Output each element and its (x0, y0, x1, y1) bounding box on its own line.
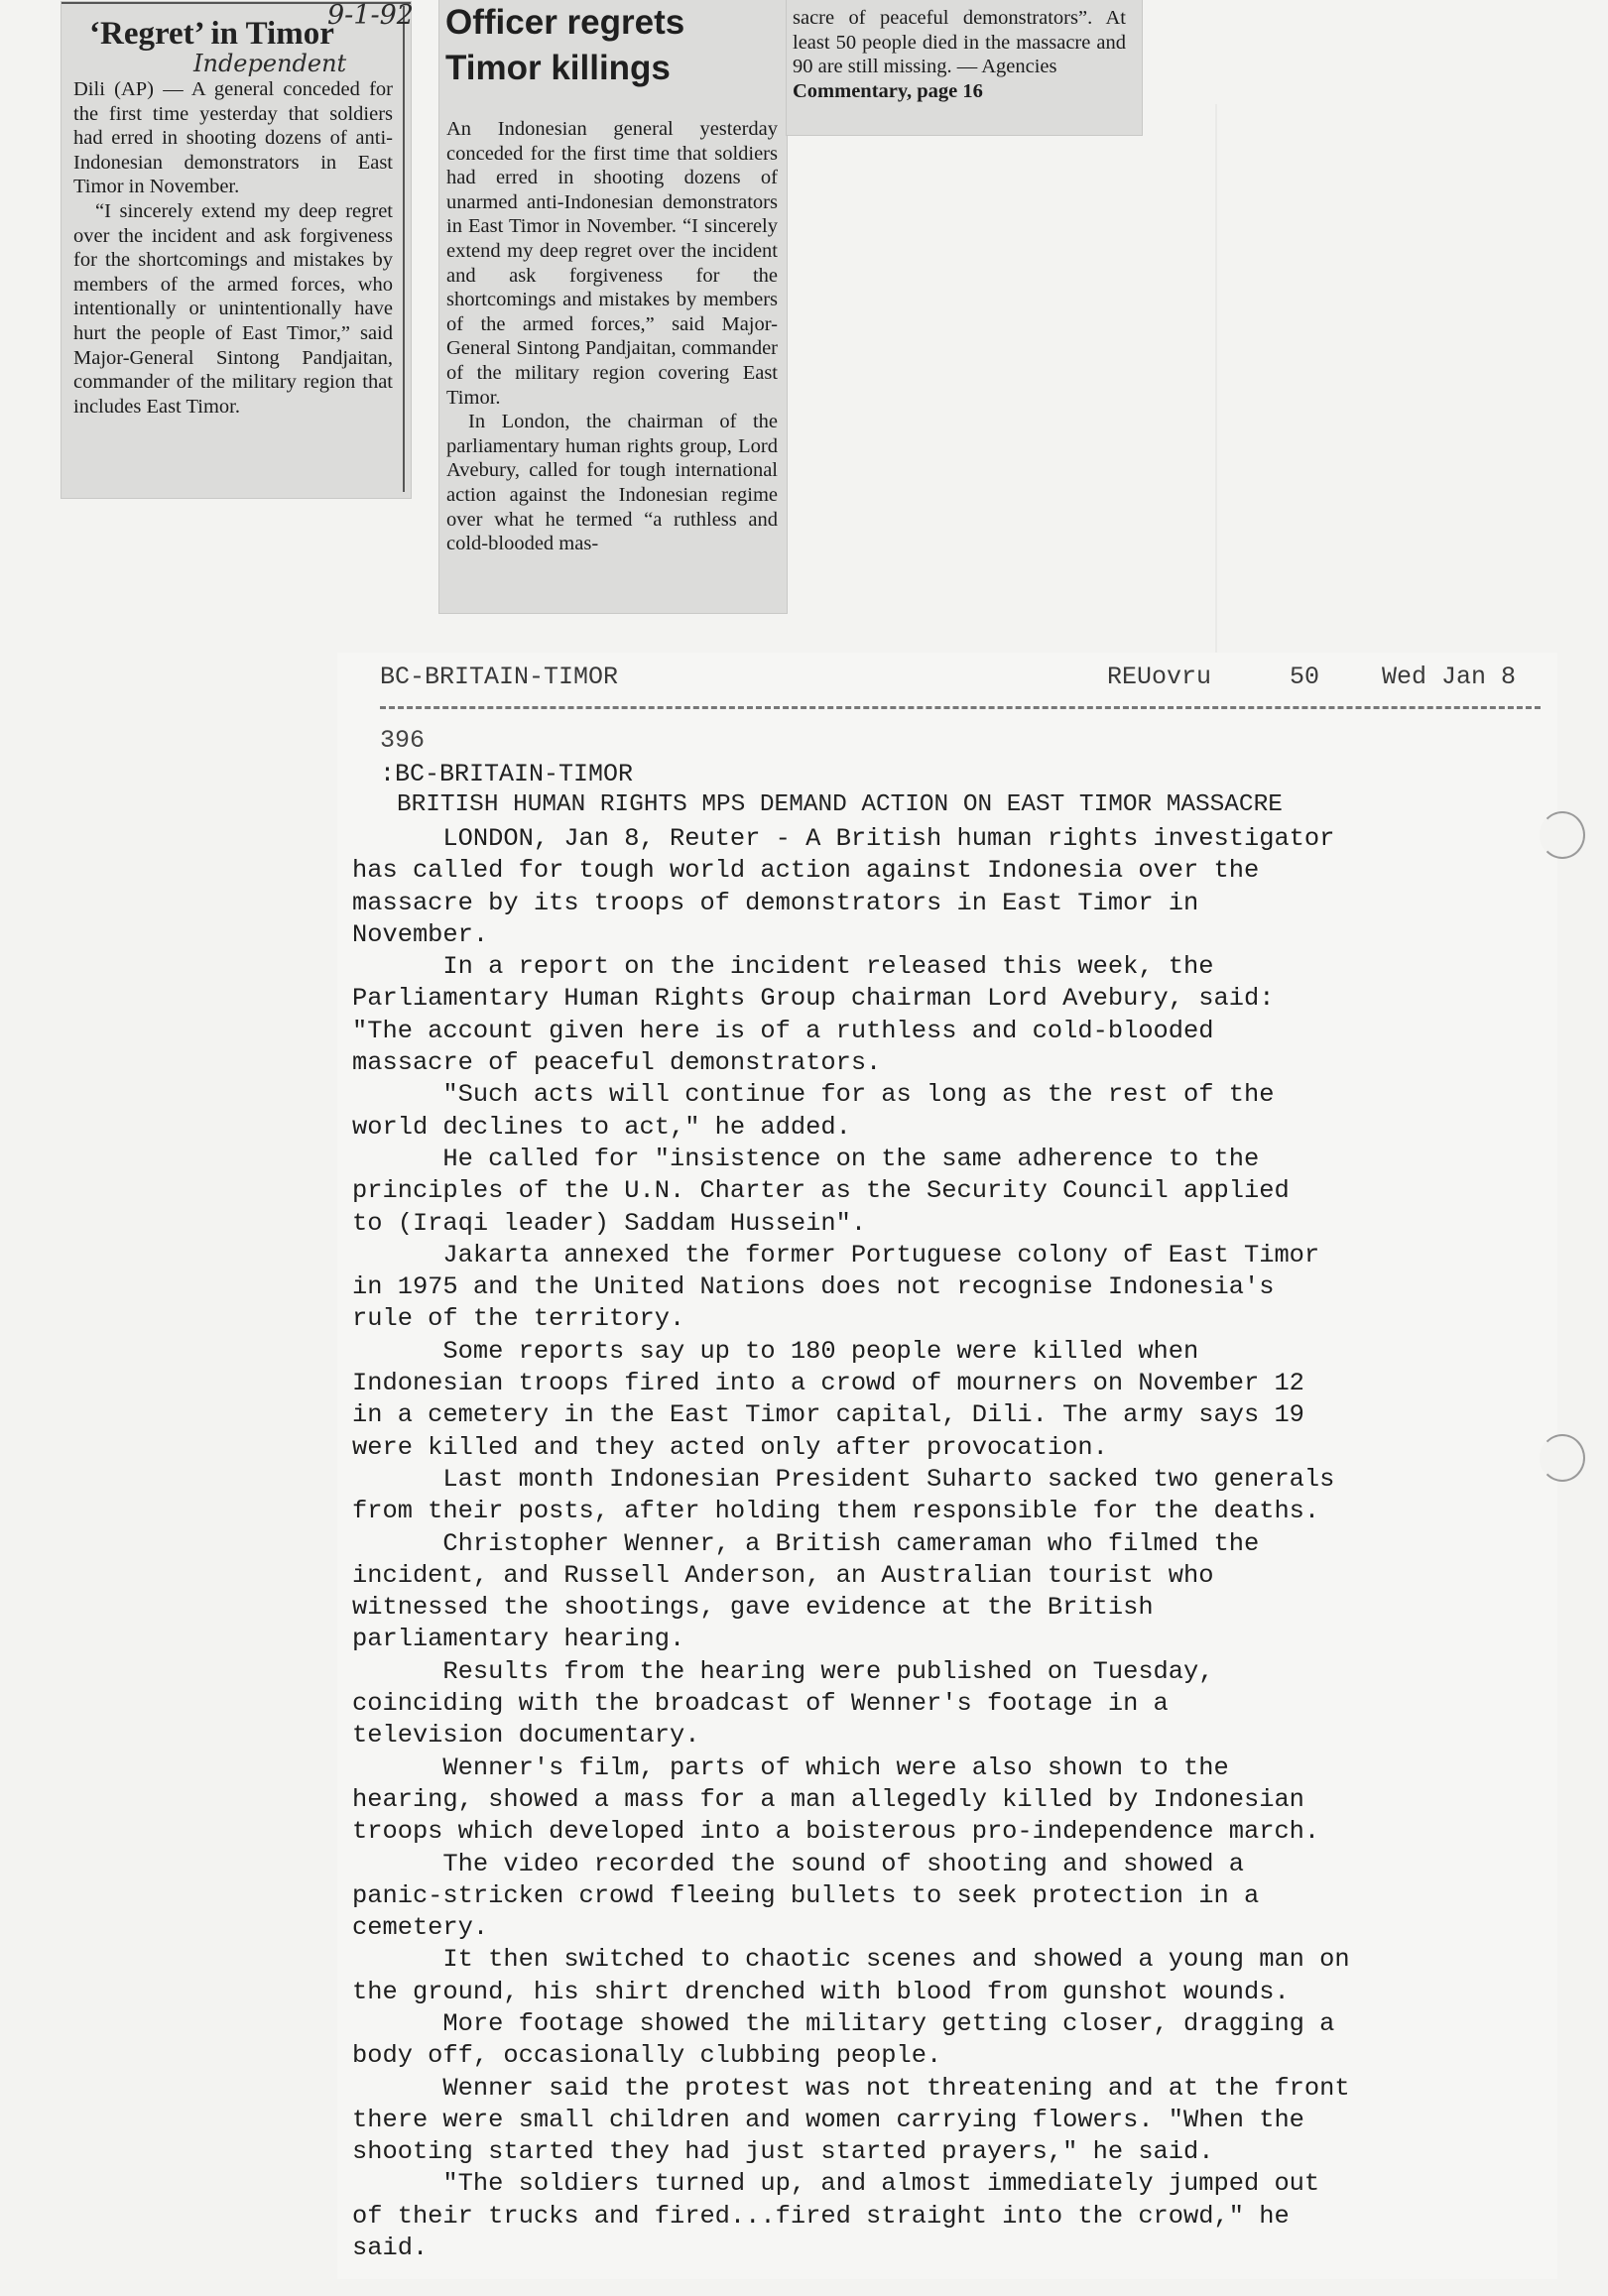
clipping-headline: Officer regrets Timor killings (445, 3, 685, 87)
clipping-paragraph: “I sincerely extend my deep regret over the incident and ask forgiveness for the shortcomings and mistakes by members of the armed forces, who intentionally or unintentionally have hurt the people of East Timor,” said Major-General Sintong Pandjaitan, commander of the military region that includes East Timor. (73, 199, 393, 418)
wire-line: from their posts, after holding them responsible for the deaths. (352, 1497, 1320, 1526)
wire-line: The video recorded the sound of shooting and showed a (352, 1849, 1244, 1878)
clipping-continuation (787, 0, 1142, 135)
wire-line: in 1975 and the United Nations does not recognise Indonesia's (352, 1272, 1275, 1302)
wire-line: principles of the U.N. Charter as the Security Council applied (352, 1176, 1290, 1206)
wire-line: incident, and Russell Anderson, an Australian tourist who (352, 1560, 1214, 1590)
wire-line: massacre by its troops of demonstrators in East Timor in (352, 888, 1199, 917)
wire-line: shooting started they had just started prayers," he said. (352, 2137, 1214, 2167)
wire-line: Last month Indonesian President Suharto sacked two generals (352, 1464, 1335, 1494)
wire-number: 396 (380, 726, 426, 755)
wire-priority: 50 (1290, 663, 1320, 691)
wire-line: In a report on the incident released this week, the (352, 952, 1214, 982)
wire-line: body off, occasionally clubbing people. (352, 2041, 942, 2071)
wire-source-code: REUovru (1107, 663, 1212, 691)
wire-line: said. (352, 2234, 429, 2263)
wire-slug: BC-BRITAIN-TIMOR (380, 663, 619, 691)
wire-line: panic-stricken crowd fleeing bullets to seek protection in a (352, 1880, 1260, 1910)
wire-line: It then switched to chaotic scenes and showed a young man on (352, 1945, 1350, 1975)
wire-line: rule of the territory. (352, 1304, 685, 1334)
show-through-bleed (1215, 104, 1475, 683)
wire-line: troops which developed into a boisterous pro-independence march. (352, 1817, 1320, 1847)
clipping-body (73, 77, 393, 419)
wire-line: coinciding with the broadcast of Wenner's footage in a (352, 1689, 1169, 1719)
wire-line: More footage showed the military getting closer, dragging a (352, 2008, 1335, 2038)
wire-date: Wed Jan 8 (1382, 663, 1517, 691)
clipping-body (446, 117, 778, 556)
clipping-continuation-text (793, 6, 1126, 103)
wire-line: has called for tough world action against Indonesia over the (352, 856, 1260, 886)
wire-line: Indonesian troops fired into a crowd of mourners on November 12 (352, 1369, 1304, 1398)
wire-line: were killed and they acted only after provocation. (352, 1432, 1108, 1462)
clipping-paragraph: An Indonesian general yesterday conceded for the first time that soldiers had erred in shooting dozens of unarmed anti-Indonesian demonstrators in East Timor in November. “I sincerely extend my deep regret over the incident and ask forgiveness for the shortcomings and mistakes by members of the armed forces,” said Major-General Sintong Pandjaitan, commander of the military region covering East Timor. (446, 118, 778, 409)
wire-line: LONDON, Jan 8, Reuter - A British human rights investigator (352, 824, 1335, 853)
wire-line: to (Iraqi leader) Saddam Hussein". (352, 1208, 867, 1238)
wire-line: in a cemetery in the East Timor capital, Dili. The army says 19 (352, 1400, 1304, 1430)
wire-line: Some reports say up to 180 people were killed when (352, 1336, 1199, 1366)
wire-line: cemetery. (352, 1913, 489, 1943)
wire-line: "The account given here is of a ruthless and cold-blooded (352, 1016, 1214, 1045)
wire-header-rule (380, 706, 1541, 709)
wire-header (380, 663, 1541, 710)
clipping-paragraph: In London, the chairman of the parliamentary human rights group, Lord Avebury, called for tough international action against the Indonesian regime over what he termed “a ruthless and cold-blooded mas- (446, 411, 778, 555)
wire-line: world declines to act," he added. (352, 1112, 851, 1142)
wire-line: parliamentary hearing. (352, 1625, 685, 1654)
wire-line: He called for "insistence on the same adherence to the (352, 1144, 1260, 1173)
wire-story (352, 823, 1557, 2264)
wire-line: the ground, his shirt drenched with blood from gunshot wounds. (352, 1977, 1290, 2006)
punch-hole (1540, 1434, 1585, 1482)
handwritten-source: Independent (193, 50, 347, 77)
wire-line: November. (352, 919, 489, 949)
clipping-paragraph: Dili (AP) — A general conceded for the first time yesterday that soldiers had erred in shooting dozens of anti-Indonesian demonstrators in East Timor in November. (73, 78, 393, 198)
clipping-headline: ‘Regret’ in Timor (89, 16, 334, 52)
handwritten-date: 9-1-92 (327, 0, 414, 31)
commentary-reference: Commentary, page 16 (793, 79, 983, 102)
punch-hole (1540, 811, 1585, 859)
wire-line: "The soldiers turned up, and almost immediately jumped out (352, 2169, 1320, 2199)
wire-line: witnessed the shootings, gave evidence at the British (352, 1593, 1154, 1623)
wire-line: Jakarta annexed the former Portuguese colony of East Timor (352, 1240, 1320, 1269)
wire-line: massacre of peaceful demonstrators. (352, 1048, 882, 1078)
wire-line: "Such acts will continue for as long as the rest of the (352, 1080, 1275, 1110)
wire-line: Christopher Wenner, a British cameraman who filmed the (352, 1528, 1260, 1558)
wire-line: hearing, showed a mass for a man allegedly killed by Indonesian (352, 1784, 1304, 1814)
wire-line: Wenner's film, parts of which were also shown to the (352, 1752, 1229, 1782)
wire-line: Results from the hearing were published on Tuesday, (352, 1656, 1214, 1686)
clipping-paragraph: sacre of peaceful demonstrators”. At least 50 people died in the massacre and 90 are still missing. — Agencies (793, 7, 1126, 78)
wire-headline: BRITISH HUMAN RIGHTS MPS DEMAND ACTION ON EAST TIMOR MASSACRE (397, 791, 1283, 818)
wire-slug-line: :BC-BRITAIN-TIMOR (380, 760, 634, 788)
wire-line: television documentary. (352, 1721, 700, 1751)
wire-line: Parliamentary Human Rights Group chairman Lord Avebury, said: (352, 984, 1275, 1014)
wire-line: there were small children and women carrying flowers. "When the (352, 2105, 1304, 2134)
wire-line: of their trucks and fired...fired straight into the crowd," he (352, 2201, 1290, 2231)
wire-line: Wenner said the protest was not threatening and at the front (352, 2073, 1350, 2103)
clipping-officer-regrets (439, 0, 787, 613)
